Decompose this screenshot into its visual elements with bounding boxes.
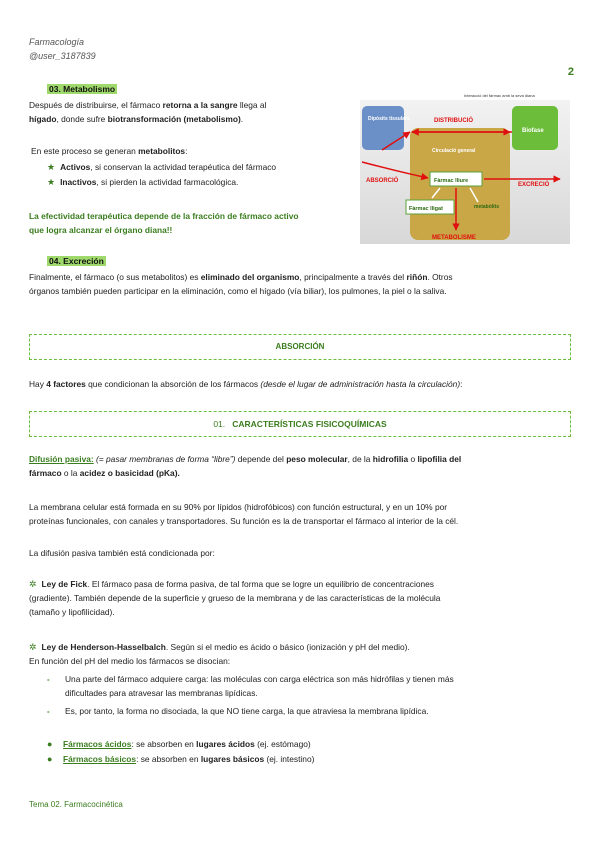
label-excrecio: EXCRECIÓ bbox=[518, 182, 550, 188]
label-distribucio: DISTRIBUCIÓ bbox=[434, 118, 473, 124]
list-item-no-disociada: - Es, por tanto, la forma no disociada, la que NO tiene carga, la que atraviesa la membrana lipídica. bbox=[47, 706, 429, 716]
difusion-pasiva-paragraph: Difusión pasiva: (= pasar membranas de forma “libre”) depende del peso molecular, de la hidrofilia o lipofilia del fármaco o la acidez o basicidad (pKa). bbox=[29, 454, 462, 478]
absorcion-intro: Hay 4 factores que condicionan la absorción de los fármacos (desde el lugar de administración hasta la circulación): bbox=[29, 379, 463, 389]
efectividad-note: La efectividad terapéutica depende de la fracción de fármaco activo que logra alcanzar el órgano diana!! bbox=[29, 211, 299, 235]
membrana-paragraph: La membrana celular está formada en su 90% por lípidos (hidrofóbicos) con función estructural, y en un 10% por proteínas funcionales, con canales y transportadores. Su función es la de transportar el fármaco al interior de la cél. bbox=[29, 502, 459, 526]
list-item-farmacos-acidos: ● Fármacos ácidos: se absorben en lugares ácidos (ej. estómago) bbox=[47, 739, 311, 749]
label-lligat: Fàrmac lligat bbox=[409, 206, 443, 212]
list-item-farmacos-basicos: ● Fármacos básicos: se absorben en lugares básicos (ej. intestino) bbox=[47, 754, 315, 764]
absorcion-banner: ABSORCIÓN bbox=[29, 334, 571, 360]
page-number: 2 bbox=[567, 66, 574, 78]
ley-fick-paragraph: ✲ Ley de Fick. El fármaco pasa de forma pasiva, de tal forma que se logre un equilibrio de concentraciones (gradiente). También depende de la superficie y grueso de la membrana y de las características de la molécula (tamaño y lipofilicidad). bbox=[29, 579, 441, 617]
bullet-dot-icon: ● bbox=[47, 739, 53, 749]
label-diposits: Dipòsits tissulars bbox=[368, 116, 410, 122]
asterisk-icon: ✲ bbox=[29, 642, 37, 652]
list-item-activos: ★ Activos, si conservan la actividad terapéutica del fármaco bbox=[47, 162, 277, 172]
header-subject: Farmacología bbox=[29, 37, 85, 47]
star-icon: ★ bbox=[47, 177, 56, 187]
deposits-box bbox=[362, 106, 404, 150]
excrecion-paragraph: Finalmente, el fármaco (o sus metabolitos) es eliminado del organismo, principalmente a través del riñón. Otros órganos también pueden participar en la eliminación, como el hígado (vía biliar), los pulmones, la piel o la saliva. bbox=[29, 272, 453, 296]
list-item-carga: - Una parte del fármaco adquiere carga: las moléculas con carga eléctrica son más hidrófilas y tienen más dificultades para atravesar las membranas lipídicas. bbox=[47, 674, 454, 698]
label-absorcio: ABSORCIÓ bbox=[366, 178, 399, 184]
section-excrecion-title: 04. Excreción bbox=[49, 256, 104, 266]
bullet-dot-icon: ● bbox=[47, 754, 53, 764]
label-biofase: Biofase bbox=[522, 128, 544, 134]
caracteristicas-banner: 01. CARACTERÍSTICAS FISICOQUÍMICAS bbox=[29, 411, 571, 437]
diagram-svg bbox=[360, 92, 570, 244]
footer: Tema 02. Farmacocinética bbox=[29, 800, 123, 809]
ley-henderson-paragraph: ✲ Ley de Henderson-Hasselbalch. Según si el medio es ácido o básico (ionización y pH del medio). En función del pH del medio los fármacos se disocian: bbox=[29, 642, 410, 666]
list-item-inactivos: ★ Inactivos, si pierden la actividad farmacológica. bbox=[47, 177, 239, 187]
metabolismo-paragraph: Después de distribuirse, el fármaco retorna a la sangre llega al hígado, donde sufre biotransformación (metabolismo). bbox=[29, 100, 267, 124]
label-metabolisme: METABOLISME bbox=[432, 235, 476, 241]
metabolitos-intro: En este proceso se generan metabolitos: bbox=[31, 146, 188, 156]
asterisk-icon: ✲ bbox=[29, 579, 37, 589]
star-icon: ★ bbox=[47, 162, 56, 172]
label-circulacio: Circulació general bbox=[432, 148, 476, 154]
diagram-caption: Interacció del fàrmac amb la seva diana bbox=[464, 93, 535, 98]
section-metabolismo-title: 03. Metabolismo bbox=[49, 84, 116, 94]
difusion-condicionada: La difusión pasiva también está condicionada por: bbox=[29, 548, 215, 558]
pharmacokinetics-diagram bbox=[360, 92, 570, 244]
header-user: @user_3187839 bbox=[29, 51, 96, 61]
label-lliure: Fàrmac lliure bbox=[434, 178, 469, 184]
label-metabolits: metabòlits bbox=[474, 204, 500, 210]
